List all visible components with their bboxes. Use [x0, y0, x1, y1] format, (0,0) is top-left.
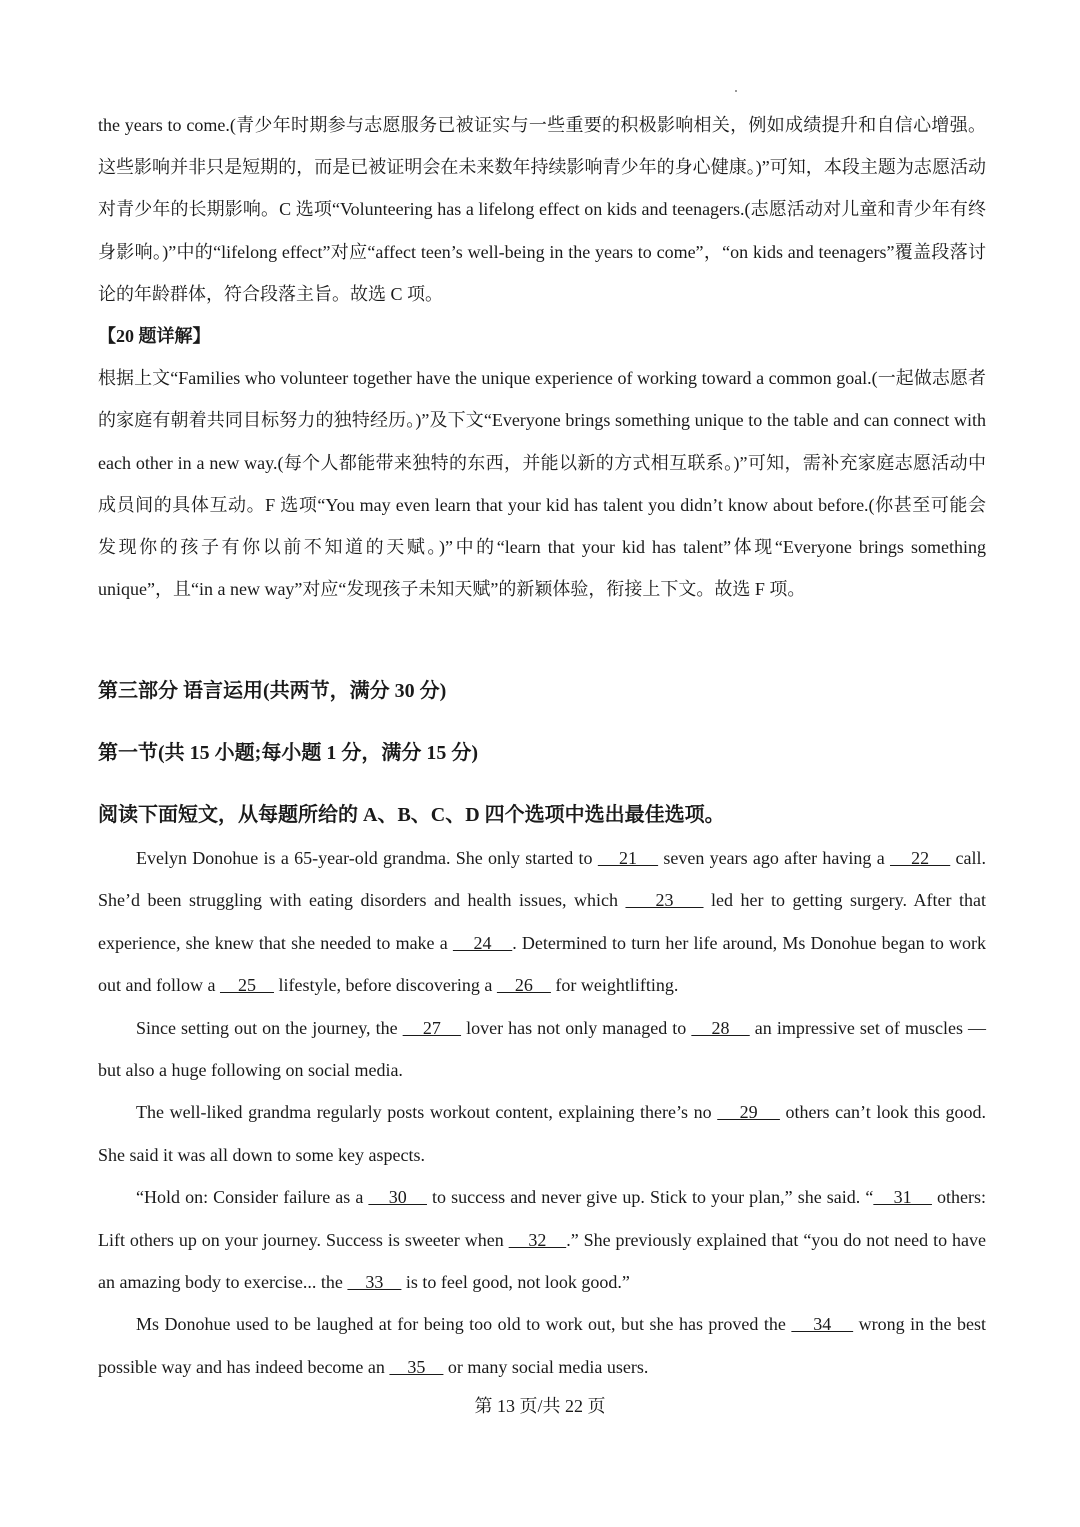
text: lover has not only managed to [461, 1017, 692, 1038]
cloze-passage [98, 837, 986, 1388]
blank-31: 31 [873, 1187, 932, 1208]
text: . Determined to turn her life around, Ms Donohue began to work out and follow a [98, 932, 986, 996]
blank-35: 35 [389, 1356, 444, 1377]
answer-explanation [98, 104, 986, 610]
blank-26: 26 [496, 975, 551, 996]
text: The well-liked grandma regularly posts workout content, explaining there’s no [136, 1102, 718, 1123]
instruction: 阅读下面短文，从每题所给的 A、B、C、D 四个选项中选出最佳选项。 [98, 804, 725, 826]
passage-paragraph-4 [98, 1176, 986, 1303]
blank-29: 29 [717, 1102, 780, 1123]
text: led her to getting surgery. After that experience, she knew that she needed to make a [98, 890, 986, 953]
blank-23: 23 [625, 890, 704, 911]
text: Ms Donohue used to be laughed at for being too old to work out, but she has proved the [136, 1314, 792, 1335]
text: or many social media users. [443, 1356, 649, 1377]
text: for weightlifting. [550, 975, 679, 996]
text: Since setting out on the journey, the [136, 1017, 403, 1038]
text: Evelyn Donohue is a 65-year-old grandma. She only started to [136, 848, 598, 868]
blank-27: 27 [402, 1017, 462, 1038]
subsection-title: 第一节(共 15 小题;每小题 1 分，满分 15 分) [98, 742, 478, 764]
passage-paragraph-3 [98, 1091, 986, 1176]
passage-paragraph-2 [98, 1007, 986, 1092]
text: others: Lift others up on your journey. Success is sweeter when [98, 1187, 987, 1250]
blank-24: 24 [452, 932, 513, 953]
blank-25: 25 [219, 975, 274, 996]
text: .” She previously explained that “you do not need to have an amazing body to exercise... the [98, 1229, 986, 1293]
text: wrong in the best possible way and has indeed become an [98, 1314, 987, 1377]
blank-30: 30 [368, 1187, 427, 1208]
page-number: 第 13 页/共 22 页 [474, 1396, 606, 1416]
section-title: 第三部分 语言运用(共两节，满分 30 分) [98, 680, 447, 702]
text: others can’t look this good. She said it was all down to some key aspects. [98, 1102, 986, 1165]
text: an impressive set of muscles — but also a huge following on social media. [98, 1017, 987, 1081]
text: to success and never give up. Stick to your plan,” she said. “ [426, 1187, 874, 1208]
scan-speck [735, 90, 737, 92]
text: seven years ago after having a [658, 848, 890, 868]
text: “Hold on: Consider failure as a [136, 1187, 369, 1208]
blank-21: 21 [597, 848, 659, 868]
passage-paragraph-5 [98, 1303, 986, 1388]
passage-paragraph-1 [98, 837, 986, 1007]
text: call. She’d been struggling with eating disorders and health issues, which [98, 848, 987, 911]
blank-28: 28 [691, 1017, 750, 1038]
text: is to feel good, not look good.” [401, 1272, 630, 1293]
explanation-paragraph-20: 根据上文“Families who volunteer together have the unique experience of working toward a common goal.(一起做志愿者的家庭有朝着共同目标努力的独特经历。)”及下文“Everyone brings something unique to the table and can connect with each other in a new way.(每个人都能带来独特的东西，并能以新的方式相互联系。)”可知，需补充家庭志愿活动中成员间的具体互动。F 选项“You may even learn that your kid has talent you didn’t know about before.(你甚至可能会发现你的孩子有你以前不知道的天赋。)”中的“learn that your kid has talent”体现“Everyone brings something unique”，且“in a new way”对应“发现孩子未知天赋”的新颖体验，衔接上下文。故选 F 项。 [98, 368, 986, 600]
blank-34: 34 [791, 1314, 854, 1335]
explanation-paragraph-19: the years to come.(青少年时期参与志愿服务已被证实与一些重要的积极影响相关，例如成绩提升和自信心增强。这些影响并非只是短期的，而是已被证明会在未来数年持续影响青少年的身心健康。)”可知，本段主题为志愿活动对青少年的长期影响。C 选项“Volunteering has a lifelong effect on kids and teenagers.(志愿活动对儿童和青少年有终身影响。)”中的“lifelong effect”对应“affect teen’s well-being in the years to come”，“on kids and teenagers”覆盖段落讨论的年龄群体，符合段落主旨。故选 C 项。 [98, 115, 986, 304]
blank-32: 32 [508, 1229, 567, 1250]
question-20-heading: 【20 题详解】 [98, 326, 211, 347]
blank-22: 22 [889, 848, 951, 868]
text: lifestyle, before discovering a [273, 975, 497, 996]
blank-33: 33 [347, 1272, 402, 1293]
